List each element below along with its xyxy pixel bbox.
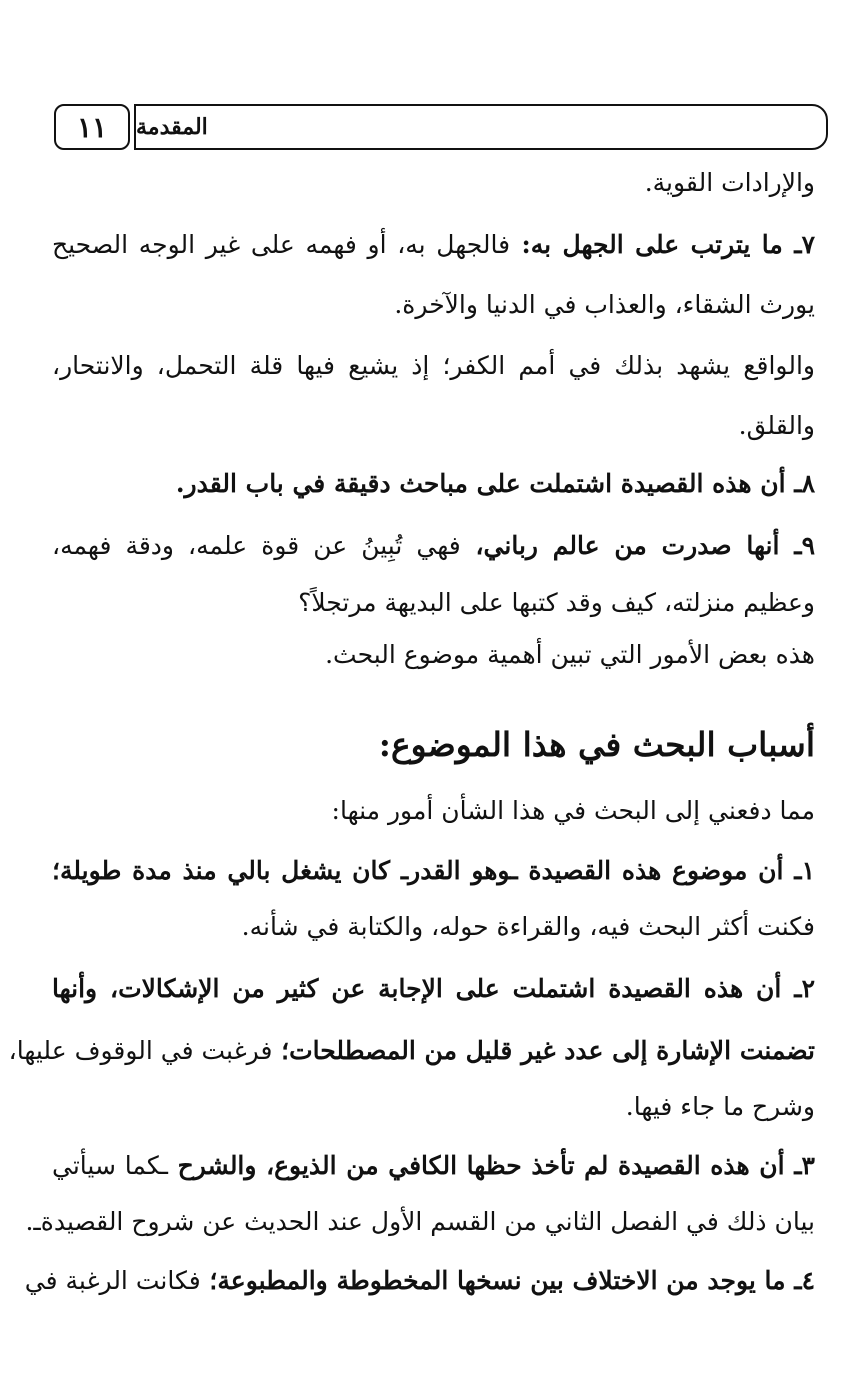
text-line: والإرادات القوية. bbox=[644, 168, 815, 197]
text-line: وشرح ما جاء فيها. bbox=[625, 1092, 815, 1121]
text-line: ٣ـ أن هذه القصيدة لم تأخذ حظها الكافي من الذيوع، والشرح ـكما سيأتي bbox=[52, 1151, 815, 1180]
text-line: ٢ـ أن هذه القصيدة اشتملت على الإجابة عن كثير من الإشكالات، وأنها bbox=[52, 974, 815, 1003]
text-line: وعظيم منزلته، كيف وقد كتبها على البديهة مرتجلاً؟ bbox=[298, 588, 815, 617]
text-line: ١ـ أن موضوع هذه القصيدة ـوهو القدرـ كان يشغل بالي منذ مدة طويلة؛ bbox=[52, 856, 815, 885]
text-line: هذه بعض الأمور التي تبين أهمية موضوع البحث. bbox=[325, 640, 815, 669]
page-header bbox=[0, 0, 867, 160]
section-heading: أسباب البحث في هذا الموضوع: bbox=[378, 725, 815, 764]
text-line: فكنت أكثر البحث فيه، والقراءة حوله، والكتابة في شأنه. bbox=[241, 912, 815, 941]
text-line: والقلق. bbox=[738, 411, 815, 440]
text-line: ٤ـ ما يوجد من الاختلاف بين نسخها المخطوطة والمطبوعة؛ فكانت الرغبة في bbox=[24, 1266, 815, 1295]
text-line: يورث الشقاء، والعذاب في الدنيا والآخرة. bbox=[394, 290, 815, 319]
page-number: ١١ bbox=[54, 104, 130, 150]
text-line: ٩ـ أنها صدرت من عالم رباني، فهي تُبِينُ عن قوة علمه، ودقة فهمه، bbox=[52, 531, 815, 560]
text-line: مما دفعني إلى البحث في هذا الشأن أمور منها: bbox=[331, 796, 815, 825]
text-line: والواقع يشهد بذلك في أمم الكفر؛ إذ يشيع فيها قلة التحمل، والانتحار، bbox=[52, 351, 815, 380]
text-line: ٧ـ ما يترتب على الجهل به: فالجهل به، أو فهمه على غير الوجه الصحيح bbox=[52, 230, 815, 259]
text-line: ٨ـ أن هذه القصيدة اشتملت على مباحث دقيقة في باب القدر. bbox=[175, 469, 815, 498]
section-title: المقدمة bbox=[134, 104, 828, 150]
text-line: بيان ذلك في الفصل الثاني من القسم الأول عند الحديث عن شروح القصيدةـ. bbox=[25, 1207, 815, 1236]
text-line: تضمنت الإشارة إلى عدد غير قليل من المصطلحات؛ فرغبت في الوقوف عليها، bbox=[8, 1036, 815, 1065]
